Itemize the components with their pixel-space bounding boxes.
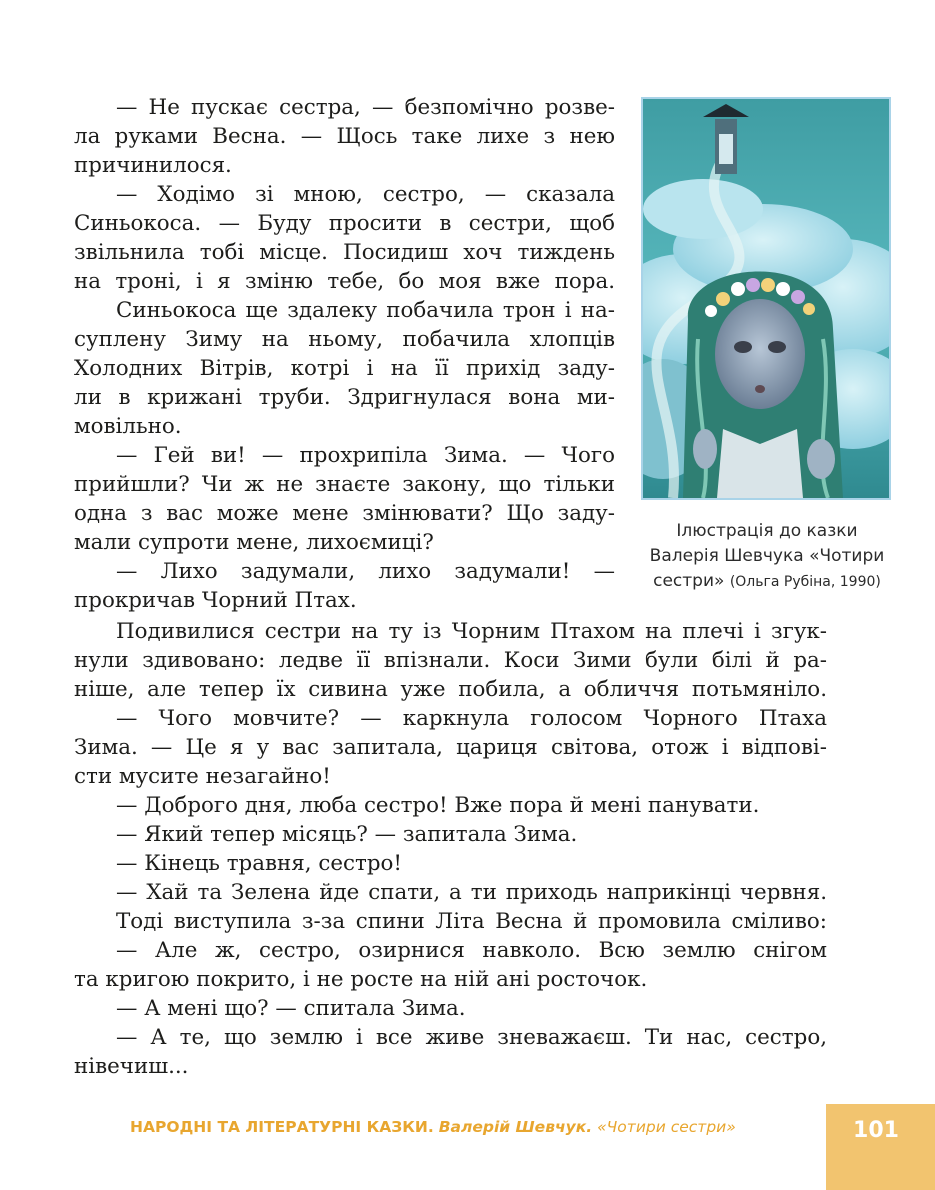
story-illustration xyxy=(641,97,891,500)
text-line: — Хай та Зелена йде спати, а ти приходь наприкінці червня. xyxy=(116,880,827,905)
text-line: та кригою покрито, і не росте на ній ані росточок. xyxy=(74,967,648,992)
text-line: мовільно. xyxy=(74,414,182,439)
text-line: ли в крижані труби. Здригнулася вона ми- xyxy=(74,385,615,410)
text-line: — Але ж, сестро, озирнися навколо. Всю землю снігом xyxy=(116,938,827,963)
text-line: прийшли? Чи ж не знаєте закону, що тільки xyxy=(74,472,615,497)
text-line: — Кінець травня, сестро! xyxy=(116,851,402,876)
text-line: суплену Зиму на ньому, побачила хлопців xyxy=(74,327,615,352)
text-line: нули здивовано: ледве її впізнали. Коси Зими були білі й ра- xyxy=(74,648,827,673)
text-line: — Ходімо зі мною, сестро, — сказала xyxy=(116,182,615,207)
text-line: Холодних Вітрів, котрі і на її прихід заду- xyxy=(74,356,615,381)
text-line: прокричав Чорний Птах. xyxy=(74,588,357,613)
page-number-box xyxy=(826,1104,935,1190)
text-line: на троні, і я зміню тебе, бо моя вже пора. xyxy=(74,269,615,294)
footer-section: НАРОДНІ ТА ЛІТЕРАТУРНІ КАЗКИ. xyxy=(130,1118,434,1136)
text-line: ніше, але тепер їх сивина уже побила, а обличчя потьмяніло. xyxy=(74,677,827,702)
text-line: нівечиш... xyxy=(74,1054,189,1079)
text-line: одна з вас може мене змінювати? Що заду- xyxy=(74,501,615,526)
text-line: — Який тепер місяць? — запитала Зима. xyxy=(116,822,578,847)
illustration-caption xyxy=(628,519,906,595)
text-column-full xyxy=(74,617,827,1081)
text-line: Тоді виступила з-за спини Літа Весна й промовила сміливо: xyxy=(116,909,827,934)
caption-line: Ілюстрація до казки xyxy=(676,521,858,541)
text-line: — Чого мовчите? — каркнула голосом Чорного Птаха xyxy=(116,706,827,731)
text-line: — Не пускає сестра, — безпомічно розве- xyxy=(116,95,615,120)
text-line: — А те, що землю і все живе зневажаєш. Ти нас, сестро, xyxy=(116,1025,827,1050)
text-line: звільнила тобі місце. Посидиш хоч тиждень xyxy=(74,240,615,265)
text-line: — Доброго дня, люба сестро! Вже пора й мені панувати. xyxy=(116,793,760,818)
text-line: сти мусите незагайно! xyxy=(74,764,331,789)
running-footer xyxy=(130,1118,810,1136)
footer-work: «Чотири сестри» xyxy=(597,1118,736,1136)
footer-author: Валерій Шевчук. xyxy=(438,1118,593,1136)
text-column-top xyxy=(74,93,615,615)
caption-line-text: сестри» xyxy=(653,571,725,591)
text-line: мали супроти мене, лихоємиці? xyxy=(74,530,434,555)
caption-line: Валерія Шевчука «Чотири xyxy=(649,546,885,566)
text-line: Зима. — Це я у вас запитала, цариця світова, отож і відпові- xyxy=(74,735,827,760)
text-line: Подивилися сестри на ту із Чорним Птахом на плечі і згук- xyxy=(116,619,827,644)
text-line: — Лихо задумали, лихо задумали! — xyxy=(116,559,615,584)
illustration-artwork xyxy=(643,99,889,498)
text-line: — Гей ви! — прохрипіла Зима. — Чого xyxy=(116,443,615,468)
text-line: ла руками Весна. — Щось таке лихе з нею xyxy=(74,124,615,149)
text-line: Синьокоса. — Буду просити в сестри, щоб xyxy=(74,211,615,236)
text-line: причинилося. xyxy=(74,153,232,178)
text-line: Синьокоса ще здалеку побачила трон і на- xyxy=(116,298,615,323)
caption-line xyxy=(628,569,906,595)
text-line: — А мені що? — спитала Зима. xyxy=(116,996,466,1021)
page-number: 101 xyxy=(853,1118,899,1143)
caption-credit: (Ольга Рубіна, 1990) xyxy=(729,574,881,590)
